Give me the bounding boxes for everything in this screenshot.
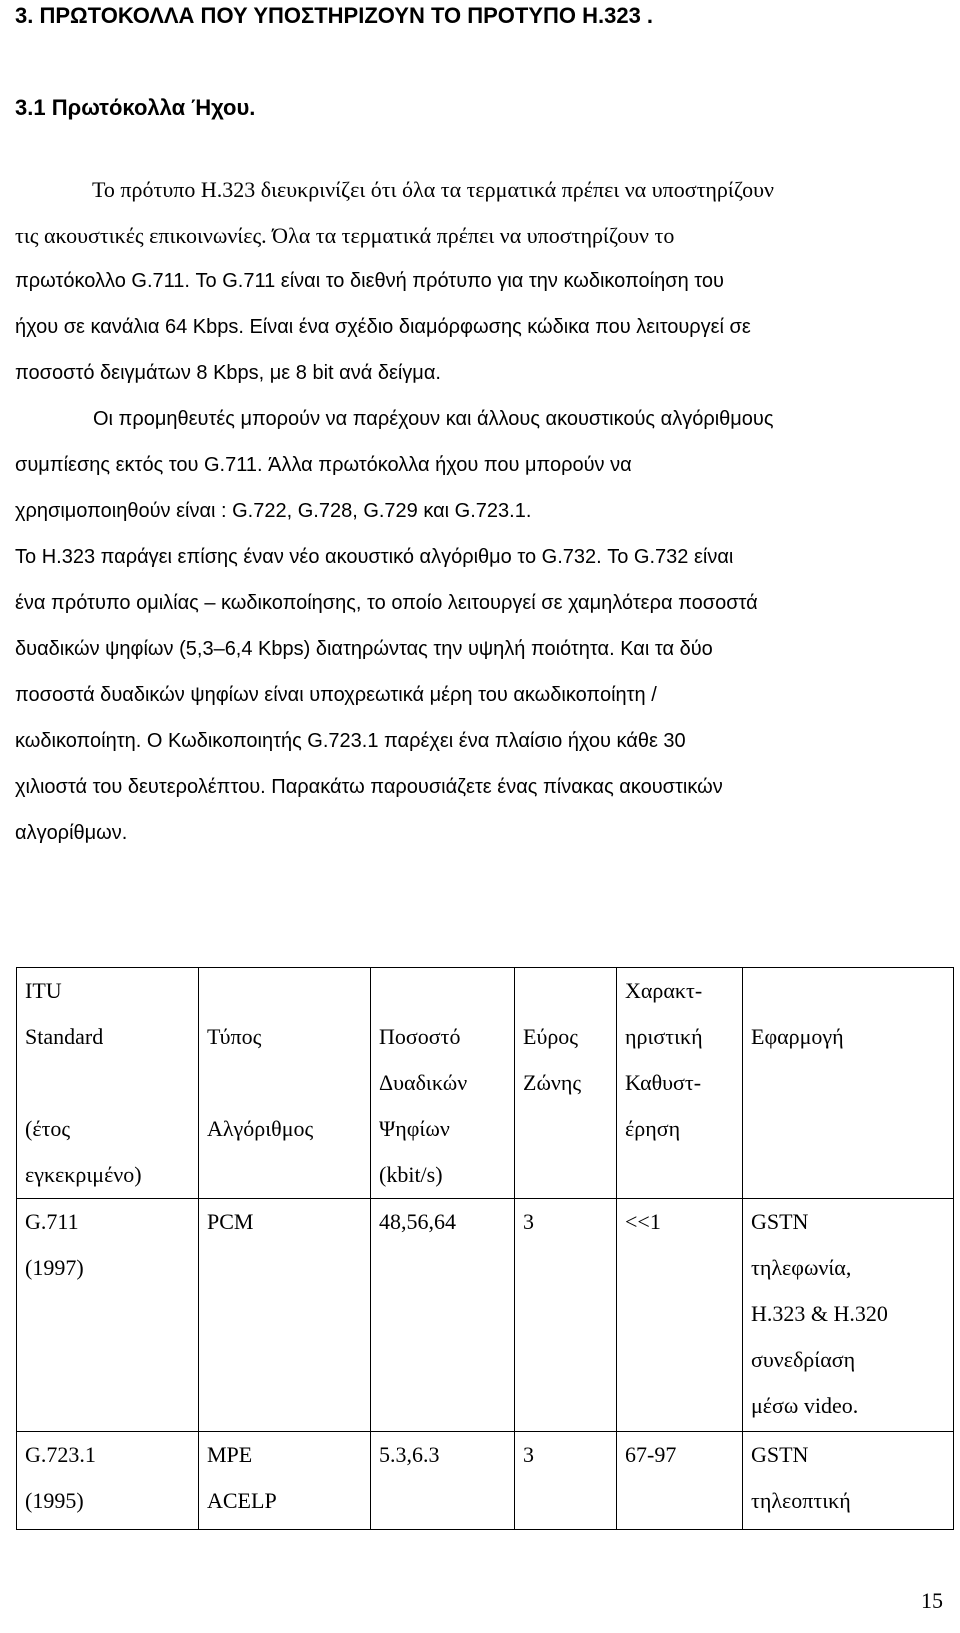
cell-application: GSTN τηλεφωνία, H.323 & H.320 συνεδρίαση μέσω video. xyxy=(743,1199,954,1432)
table-header-row xyxy=(17,968,954,1199)
body-line: αλγορίθμων. xyxy=(15,822,128,844)
body-line: τις ακουστικές επικοινωνίες. Όλα τα τερματικά πρέπει να υποστηρίζουν το xyxy=(15,223,675,248)
header-itu-standard: ITU Standard (έτος εγκεκριμένο) xyxy=(17,968,199,1199)
table-row xyxy=(17,1199,954,1432)
cell-rate: 5.3,6.3 xyxy=(371,1432,515,1530)
header-bandwidth: Εύρος Ζώνης xyxy=(515,968,617,1199)
body-line: συμπίεσης εκτός του G.711. Άλλα πρωτόκολλα ήχου που μπορούν να xyxy=(15,454,632,476)
cell-bandwidth: 3 xyxy=(515,1432,617,1530)
body-line: χιλιοστά του δευτερολέπτου. Παρακάτω παρουσιάζετε ένας πίνακας ακουστικών xyxy=(15,776,723,798)
body-line: ποσοστά δυαδικών ψηφίων είναι υποχρεωτικά μέρη του ακωδικοποίητη / xyxy=(15,684,657,706)
cell-type: PCM xyxy=(199,1199,371,1432)
body-line: ένα πρότυπο ομιλίας – κωδικοποίησης, το οποίο λειτουργεί σε χαμηλότερα ποσοστά xyxy=(15,592,758,614)
section-heading: 3. ΠΡΩΤΟΚΟΛΛΑ ΠΟΥ ΥΠΟΣΤΗΡΙΖΟΥΝ ΤΟ ΠΡΟΤΥΠΟ Η.323 . xyxy=(15,3,654,28)
cell-bandwidth: 3 xyxy=(515,1199,617,1432)
body-line: κωδικοποίητη. Ο Κωδικοποιητής G.723.1 παρέχει ένα πλαίσιο ήχου κάθε 30 xyxy=(15,730,686,752)
subsection-heading: 3.1 Πρωτόκολλα Ήχου. xyxy=(15,95,256,120)
cell-delay: 67-97 xyxy=(617,1432,743,1530)
body-line: δυαδικών ψηφίων (5,3–6,4 Kbps) διατηρώντας την υψηλή ποιότητα. Και τα δύο xyxy=(15,638,713,660)
body-line: χρησιμοποιηθούν είναι : G.722, G.728, G.729 και G.723.1. xyxy=(15,500,532,522)
body-line: Το πρότυπο Η.323 διευκρινίζει ότι όλα τα τερματικά πρέπει να υποστηρίζουν xyxy=(92,177,774,202)
page-number: 15 xyxy=(921,1588,943,1613)
body-line: Το H.323 παράγει επίσης έναν νέο ακουστικό αλγόριθμο το G.732. Το G.732 είναι xyxy=(15,546,734,568)
cell-delay: <<1 xyxy=(617,1199,743,1432)
body-line: ήχου σε κανάλια 64 Kbps. Είναι ένα σχέδιο διαμόρφωσης κώδικα που λειτουργεί σε xyxy=(15,316,751,338)
body-line: Οι προμηθευτές μπορούν να παρέχουν και άλλους ακουστικούς αλγόριθμους xyxy=(93,408,774,430)
cell-standard: G.711 (1997) xyxy=(17,1199,199,1432)
header-delay: Χαρακτ- ηριστική Καθυστ- έρηση xyxy=(617,968,743,1199)
table-row xyxy=(17,1432,954,1530)
body-line: ποσοστό δειγμάτων 8 Kbps, με 8 bit ανά δείγμα. xyxy=(15,362,441,384)
cell-rate: 48,56,64 xyxy=(371,1199,515,1432)
header-application: Εφαρμογή xyxy=(743,968,954,1199)
body-line: πρωτόκολλο G.711. Το G.711 είναι το διεθνή πρότυπο για την κωδικοποίηση του xyxy=(15,270,724,292)
audio-codec-table xyxy=(16,967,954,1530)
header-bit-rate: Ποσοστό Δυαδικών Ψηφίων (kbit/s) xyxy=(371,968,515,1199)
cell-type: MPE ACELP xyxy=(199,1432,371,1530)
cell-standard: G.723.1 (1995) xyxy=(17,1432,199,1530)
cell-application: GSTN τηλεοπτική xyxy=(743,1432,954,1530)
header-algorithm-type: Τύπος Αλγόριθμος xyxy=(199,968,371,1199)
